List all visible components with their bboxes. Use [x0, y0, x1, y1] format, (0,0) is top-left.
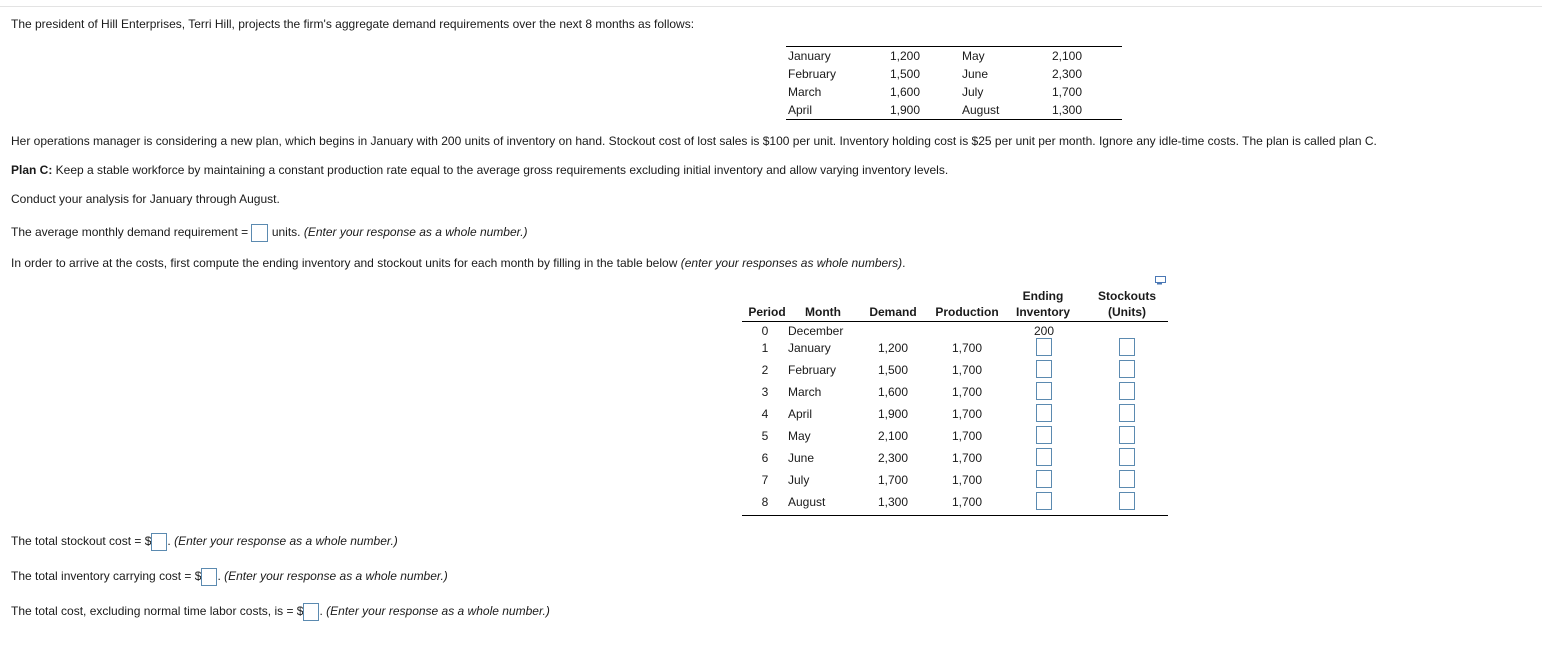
stockouts-input[interactable]: [1119, 426, 1135, 444]
row-demand: 1,300: [877, 495, 909, 509]
total-cost-question: [11, 603, 550, 621]
plan-description: [11, 163, 948, 177]
header-stockouts-line1: Stockouts: [1097, 289, 1156, 303]
plan-text: Keep a stable workforce by maintaining a constant production rate equal to the average gross requirements excluding initial inventory and allow varying inventory levels.: [52, 163, 949, 177]
total-cost-input[interactable]: [303, 603, 319, 621]
intro-text: The president of Hill Enterprises, Terri Hill, projects the firm's aggregate demand requirements over the next 8 months as follows:: [11, 17, 695, 31]
row-production: 1,700: [951, 495, 983, 509]
row-production: 1,700: [951, 385, 983, 399]
demand-value: 1,300: [1051, 103, 1082, 117]
total-cost-hint: (Enter your response as a whole number.): [326, 604, 550, 618]
stockouts-input[interactable]: [1119, 448, 1135, 466]
average-demand-input[interactable]: [251, 224, 268, 242]
carrying-cost-end: .: [217, 569, 221, 583]
average-demand-prefix: The average monthly demand requirement =: [11, 225, 249, 239]
demand-value: 2,100: [1051, 49, 1082, 63]
row-month: March: [788, 385, 822, 399]
carrying-cost-question: [11, 568, 448, 586]
initial-period: 0: [761, 324, 769, 338]
average-demand-question: [11, 224, 528, 242]
stockout-cost-hint: (Enter your response as a whole number.): [174, 534, 398, 548]
row-demand: 1,500: [877, 363, 909, 377]
ending-inventory-input[interactable]: [1036, 470, 1052, 488]
stockouts-input[interactable]: [1119, 382, 1135, 400]
demand-value: 1,900: [889, 103, 920, 117]
row-production: 1,700: [951, 451, 983, 465]
stockout-cost-prefix: The total stockout cost = $: [11, 534, 152, 548]
row-period: 5: [761, 429, 769, 443]
row-month: April: [788, 407, 813, 421]
demand-month: February: [788, 67, 837, 81]
row-month: July: [788, 473, 810, 487]
row-demand: 1,900: [877, 407, 909, 421]
row-period: 4: [761, 407, 769, 421]
row-demand: 1,600: [877, 385, 909, 399]
demand-month: August: [962, 103, 1000, 117]
header-demand: Demand: [869, 305, 917, 319]
header-production: Production: [935, 305, 999, 319]
operations-paragraph: Her operations manager is considering a new plan, which begins in January with 200 units of inventory on hand. Stockout cost of lost sales is $100 per unit. Inventory holding cost is $25 per unit per month. Ignore any idle-time costs. The plan is called plan C.: [11, 134, 1377, 148]
demand-value: 1,200: [889, 49, 920, 63]
stockout-cost-end: .: [167, 534, 171, 548]
ending-inventory-input[interactable]: [1036, 426, 1052, 444]
carrying-cost-input[interactable]: [201, 568, 217, 586]
stockout-cost-input[interactable]: [151, 533, 167, 551]
copy-icon[interactable]: [1155, 276, 1166, 285]
initial-ending-inventory: 200: [1033, 324, 1055, 338]
ending-inventory-input[interactable]: [1036, 382, 1052, 400]
top-divider: [0, 6, 1542, 7]
total-cost-prefix: The total cost, excluding normal time labor costs, is = $: [11, 604, 304, 618]
header-ending-line2: Inventory: [1015, 305, 1070, 319]
order-question-end: .: [902, 256, 906, 270]
demand-value: 2,300: [1051, 67, 1082, 81]
initial-month: December: [788, 324, 844, 338]
order-question-hint: (enter your responses as whole numbers): [680, 256, 903, 270]
carrying-cost-prefix: The total inventory carrying cost = $: [11, 569, 202, 583]
demand-month: March: [788, 85, 822, 99]
row-month: May: [788, 429, 811, 443]
demand-month: June: [962, 67, 989, 81]
row-production: 1,700: [951, 363, 983, 377]
header-ending-line1: Ending: [1022, 289, 1064, 303]
demand-value: 1,500: [889, 67, 920, 81]
demand-value: 1,600: [889, 85, 920, 99]
header-month: Month: [805, 305, 841, 319]
row-month: February: [788, 363, 837, 377]
ending-inventory-input[interactable]: [1036, 360, 1052, 378]
order-question-text: In order to arrive at the costs, first compute the ending inventory and stockout units for each month by filling in the table below: [11, 256, 678, 270]
row-period: 2: [761, 363, 769, 377]
ending-inventory-input[interactable]: [1036, 338, 1052, 356]
row-month: June: [788, 451, 815, 465]
row-month: January: [788, 341, 831, 355]
demand-month: July: [962, 85, 984, 99]
row-production: 1,700: [951, 473, 983, 487]
row-production: 1,700: [951, 429, 983, 443]
stockouts-input[interactable]: [1119, 360, 1135, 378]
row-period: 1: [761, 341, 769, 355]
stockouts-input[interactable]: [1119, 492, 1135, 510]
demand-month: April: [788, 103, 813, 117]
demand-month: January: [788, 49, 831, 63]
row-demand: 1,200: [877, 341, 909, 355]
average-demand-hint: (Enter your response as a whole number.): [303, 225, 528, 239]
plan-table-header-rule: [742, 321, 1168, 322]
row-production: 1,700: [951, 341, 983, 355]
ending-inventory-input[interactable]: [1036, 492, 1052, 510]
order-question: [11, 256, 906, 270]
row-period: 7: [761, 473, 769, 487]
ending-inventory-input[interactable]: [1036, 448, 1052, 466]
header-stockouts-line2: (Units): [1108, 305, 1146, 319]
row-demand: 2,100: [877, 429, 909, 443]
plan-table-bottom-rule: [742, 515, 1168, 516]
row-period: 6: [761, 451, 769, 465]
conduct-text: Conduct your analysis for January through August.: [11, 192, 280, 206]
row-period: 3: [761, 385, 769, 399]
total-cost-end: .: [319, 604, 323, 618]
row-demand: 1,700: [877, 473, 909, 487]
row-period: 8: [761, 495, 769, 509]
ending-inventory-input[interactable]: [1036, 404, 1052, 422]
demand-month: May: [962, 49, 985, 63]
stockouts-input[interactable]: [1119, 338, 1135, 356]
row-month: August: [788, 495, 826, 509]
average-demand-suffix: units.: [271, 225, 301, 239]
demand-value: 1,700: [1051, 85, 1082, 99]
stockouts-input[interactable]: [1119, 470, 1135, 488]
demand-table-bottom-rule: [786, 119, 1122, 120]
plan-label: Plan C:: [11, 163, 53, 177]
stockouts-input[interactable]: [1119, 404, 1135, 422]
header-period: Period: [748, 305, 786, 319]
row-demand: 2,300: [877, 451, 909, 465]
carrying-cost-hint: (Enter your response as a whole number.): [224, 569, 448, 583]
row-production: 1,700: [951, 407, 983, 421]
stockout-cost-question: [11, 533, 398, 551]
